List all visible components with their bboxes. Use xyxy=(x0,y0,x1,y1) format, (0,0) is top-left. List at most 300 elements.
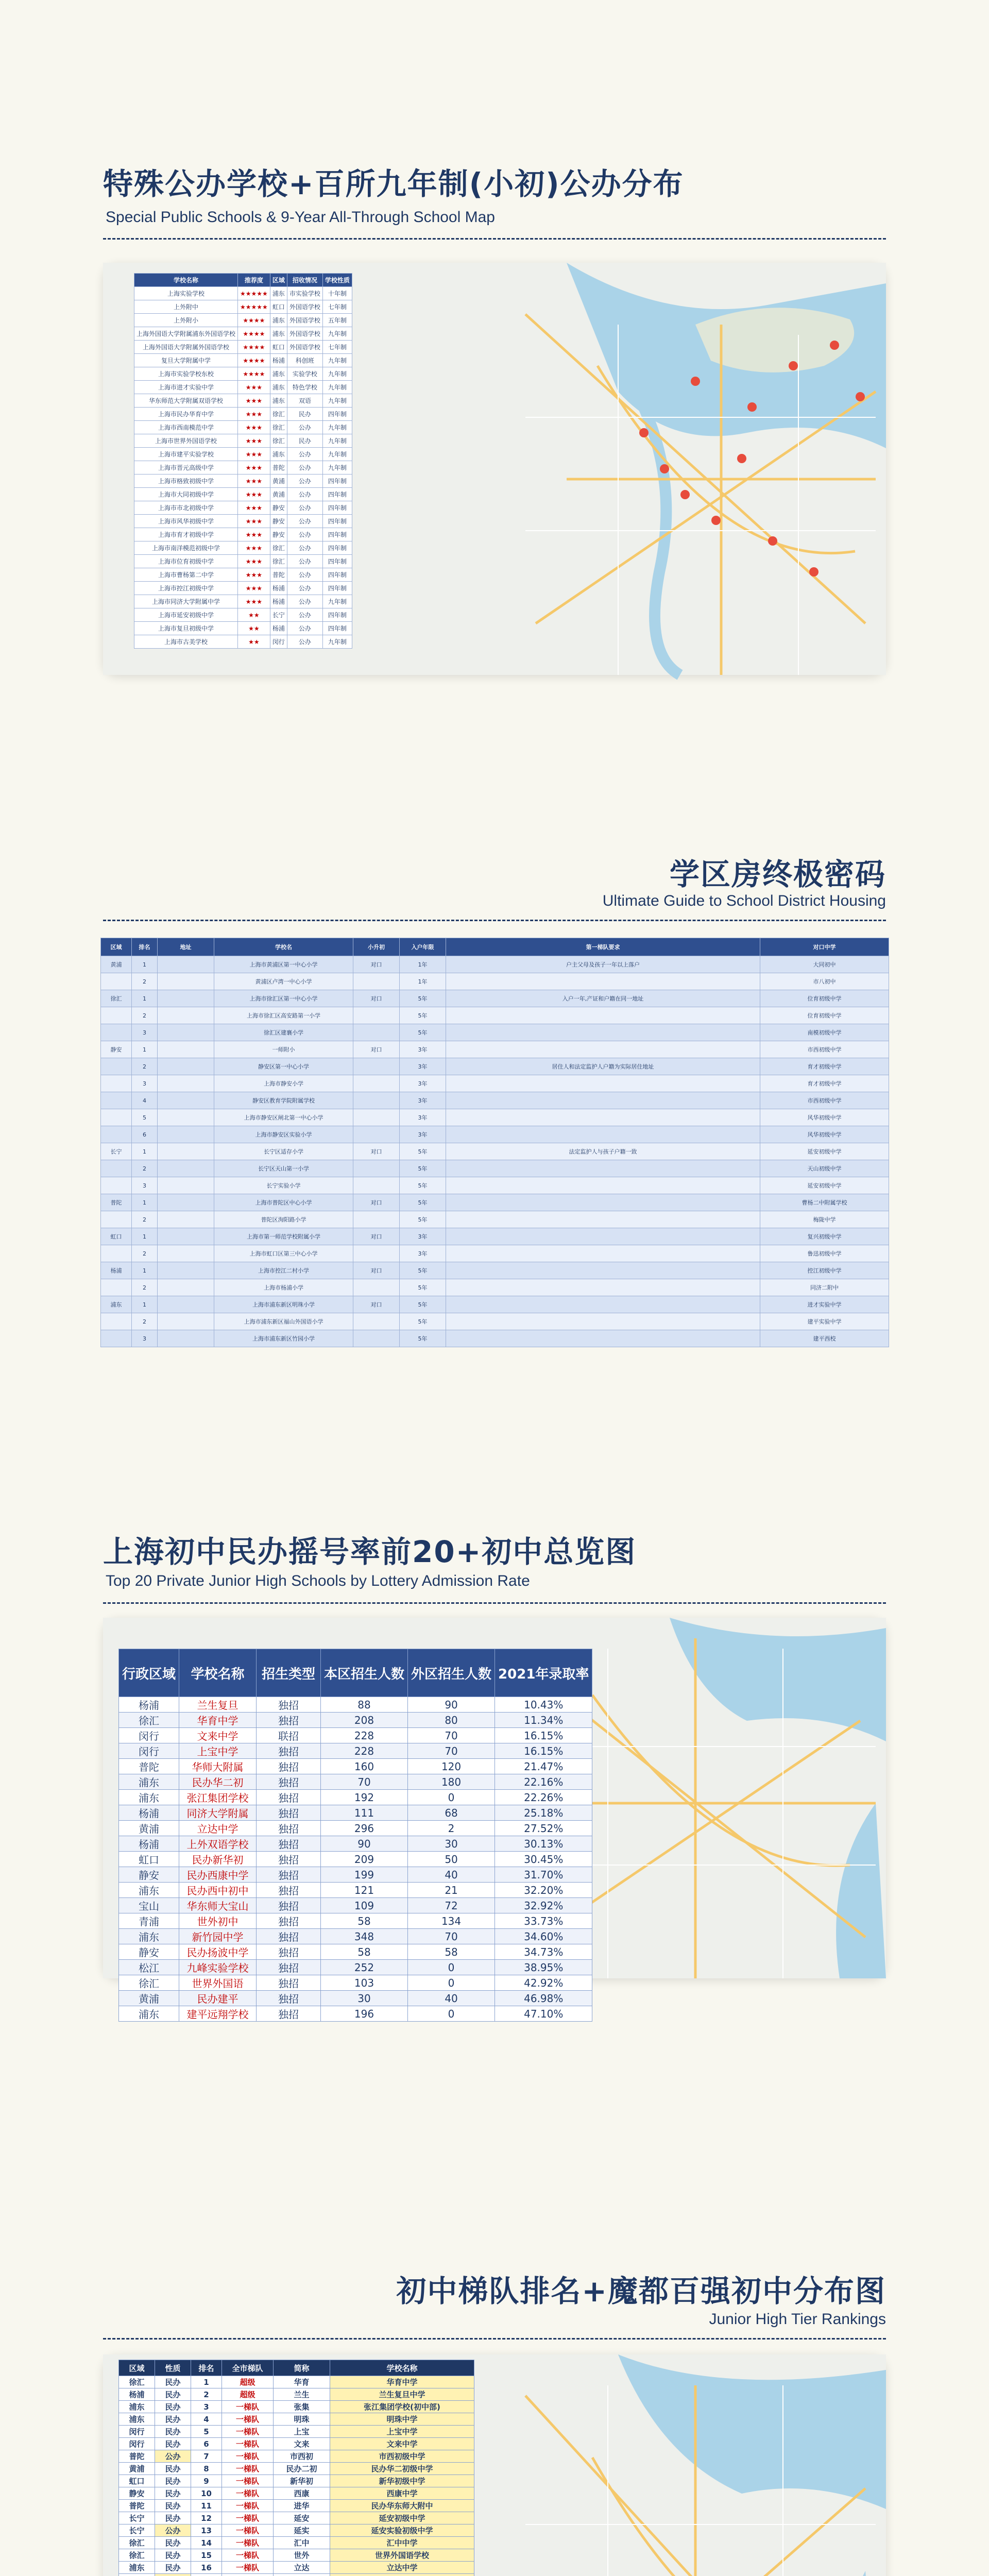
table-cell: 3年 xyxy=(400,1228,446,1245)
table-cell: 文来 xyxy=(274,2438,330,2450)
table-row xyxy=(119,2574,474,2576)
table-cell: ★★★★ xyxy=(238,354,270,367)
table-cell: 2 xyxy=(408,1821,495,1836)
table-cell: 5年 xyxy=(400,1262,446,1279)
table-cell xyxy=(158,1194,214,1211)
table-cell: 外国语学校 xyxy=(287,300,322,314)
table-cell: 5年 xyxy=(400,1177,446,1194)
table-cell: 杨浦 xyxy=(270,354,287,367)
table-cell: 上海市晋元高级中学 xyxy=(134,461,238,474)
table-cell xyxy=(353,1058,400,1075)
table-cell: 一梯队 xyxy=(222,2438,274,2450)
table-row xyxy=(134,448,352,461)
table-row xyxy=(101,1075,889,1092)
table-cell: 一梯队 xyxy=(222,2450,274,2463)
table-cell: 复兴初级中学 xyxy=(760,1228,889,1245)
table-cell: ★★★ xyxy=(238,448,270,461)
table-cell xyxy=(353,1313,400,1330)
table-cell: 独招 xyxy=(257,1929,321,1944)
table-cell: 延安初级中学 xyxy=(760,1143,889,1160)
table-cell: ★★ xyxy=(238,622,270,635)
table-cell: 复旦大学附属中学 xyxy=(134,354,238,367)
table-cell: 独招 xyxy=(257,1960,321,1975)
table-cell: 上海市徐汇区第一中心小学 xyxy=(214,990,353,1007)
column-header: 第一梯队要求 xyxy=(446,938,760,956)
table-cell: 民办 xyxy=(155,2512,191,2524)
table-cell: 特色学校 xyxy=(287,381,322,394)
table-cell: 5年 xyxy=(400,1160,446,1177)
table-cell: 世外初中 xyxy=(179,1913,257,1929)
lottery-map-card xyxy=(103,1618,886,2021)
table-row xyxy=(119,2376,474,2388)
table-row xyxy=(101,1143,889,1160)
table-cell: 134 xyxy=(408,1913,495,1929)
table-cell: 5 xyxy=(132,1109,158,1126)
table-cell: 独招 xyxy=(257,1944,321,1960)
table-cell xyxy=(101,1092,132,1109)
table-cell: 静安 xyxy=(270,515,287,528)
table-cell: 静安 xyxy=(270,501,287,515)
table-cell: 市西初 xyxy=(274,2450,330,2463)
table-cell xyxy=(158,1296,214,1313)
table-cell xyxy=(353,1109,400,1126)
table-cell xyxy=(101,1279,132,1296)
table-cell: 兰生复旦中学 xyxy=(330,2388,474,2401)
table-cell: 新华初级中学 xyxy=(330,2475,474,2487)
table-cell: 民办 xyxy=(155,2463,191,2475)
table-cell: 2 xyxy=(132,1160,158,1177)
table-cell xyxy=(353,1211,400,1228)
table-cell: ★★★★ xyxy=(238,314,270,327)
table-cell: 2 xyxy=(132,973,158,990)
table-cell: 68 xyxy=(408,1805,495,1821)
column-header: 行政区域 xyxy=(119,1649,179,1697)
table-cell: ★★★ xyxy=(238,541,270,555)
table-cell: 10.43% xyxy=(495,1697,592,1713)
table-cell: 1 xyxy=(132,1296,158,1313)
dashed-divider xyxy=(103,2338,886,2340)
table-row xyxy=(119,2512,474,2524)
table-cell: 上海市杨浦小学 xyxy=(214,1279,353,1296)
dashed-divider xyxy=(103,238,886,240)
table-cell xyxy=(101,1211,132,1228)
column-header: 地址 xyxy=(158,938,214,956)
table-row xyxy=(134,354,352,367)
table-cell: 延安初级中学 xyxy=(760,1177,889,1194)
table-cell: 上海市风华初级中学 xyxy=(134,515,238,528)
table-cell: 徐汇 xyxy=(270,421,287,434)
table-row xyxy=(101,1211,889,1228)
table-cell: 民办建平 xyxy=(179,1991,257,2006)
table-cell: 法定监护人与孩子户籍一致 xyxy=(446,1143,760,1160)
table-cell: 一梯队 xyxy=(222,2401,274,2413)
table-cell: 青浦 xyxy=(119,1913,179,1929)
table-cell: 16.15% xyxy=(495,1743,592,1759)
table-cell: 对口 xyxy=(353,1228,400,1245)
table-cell: 浦东 xyxy=(119,1774,179,1790)
table-cell: 联招 xyxy=(257,1728,321,1743)
table-cell: 公办 xyxy=(287,515,322,528)
table-cell: 九年制 xyxy=(322,448,352,461)
table-cell xyxy=(158,1279,214,1296)
table-cell xyxy=(101,1313,132,1330)
table-cell: 上海市徐汇区高安路第一小学 xyxy=(214,1007,353,1024)
table-cell: 上海市同济大学附属中学 xyxy=(134,595,238,608)
table-cell: 72 xyxy=(408,1898,495,1913)
table-cell: 实验学校 xyxy=(287,367,322,381)
table-cell: 上海市浦东新区福山外国语小学 xyxy=(214,1313,353,1330)
table-cell: 40 xyxy=(408,1867,495,1883)
table-cell xyxy=(158,1058,214,1075)
table-cell: 明珠 xyxy=(274,2413,330,2426)
table-cell: 上海市曹杨第二中学 xyxy=(134,568,238,582)
table-row xyxy=(134,515,352,528)
table-cell: 控江初级中学 xyxy=(760,1262,889,1279)
table-cell: 文来中学 xyxy=(330,2438,474,2450)
table-cell: 建平西校 xyxy=(760,1330,889,1347)
table-cell: 上外附小 xyxy=(134,314,238,327)
table-cell: 5年 xyxy=(400,1007,446,1024)
table-cell: 公办 xyxy=(287,555,322,568)
table-cell: 普陀 xyxy=(270,461,287,474)
table-cell: 浦东 xyxy=(270,381,287,394)
table-cell: 公办 xyxy=(287,622,322,635)
table-cell: 公办 xyxy=(287,582,322,595)
table-cell: 独招 xyxy=(257,1883,321,1898)
table-cell xyxy=(446,1007,760,1024)
table-cell xyxy=(158,1109,214,1126)
table-cell: 25.18% xyxy=(495,1805,592,1821)
table-cell: 196 xyxy=(321,2006,408,2022)
table-cell: 上海外国语大学附属浦东外国语学校 xyxy=(134,327,238,341)
table-cell: 3 xyxy=(132,1177,158,1194)
table-cell: 公办 xyxy=(155,2524,191,2537)
table-row xyxy=(119,2006,592,2022)
table-cell: 上海市大同初级中学 xyxy=(134,488,238,501)
table-cell: 58 xyxy=(408,1944,495,1960)
table-cell xyxy=(158,1024,214,1041)
table-row xyxy=(134,541,352,555)
table-cell: 九年制 xyxy=(322,421,352,434)
lottery-table-wrap xyxy=(118,1649,592,2022)
table-row xyxy=(119,1913,592,1929)
table-cell: 上海市进才实验中学 xyxy=(134,381,238,394)
table-cell: 独招 xyxy=(257,1913,321,1929)
table-cell: 5年 xyxy=(400,1211,446,1228)
table-cell xyxy=(446,1126,760,1143)
table-cell xyxy=(158,1313,214,1330)
table-row xyxy=(101,1330,889,1347)
column-header: 推荐度 xyxy=(238,274,270,287)
table-row xyxy=(119,1898,592,1913)
table-cell: 公办 xyxy=(155,2450,191,2463)
table-cell: 上海市普陀区中心小学 xyxy=(214,1194,353,1211)
table-cell: 5 xyxy=(191,2426,222,2438)
table-cell xyxy=(446,1194,760,1211)
table-row xyxy=(101,1058,889,1075)
table-cell xyxy=(353,1126,400,1143)
table-row xyxy=(119,2562,474,2574)
table-cell: 徐汇 xyxy=(270,434,287,448)
column-header: 招生类型 xyxy=(257,1649,321,1697)
table-cell: 11.34% xyxy=(495,1713,592,1728)
table-cell: 民办 xyxy=(155,2475,191,2487)
table-row xyxy=(101,990,889,1007)
section-tier-rankings xyxy=(0,2267,989,2576)
table-cell: 杨浦 xyxy=(270,622,287,635)
table-cell: ★★★ xyxy=(238,394,270,408)
table-cell: 九年制 xyxy=(322,434,352,448)
table-cell: 一梯队 xyxy=(222,2487,274,2500)
table-cell xyxy=(158,973,214,990)
table-cell: 32.92% xyxy=(495,1898,592,1913)
table-cell: 180 xyxy=(408,1774,495,1790)
table-cell: ★★★ xyxy=(238,408,270,421)
table-row xyxy=(134,474,352,488)
table-cell: 黄浦 xyxy=(119,1991,179,2006)
table-cell: 27.52% xyxy=(495,1821,592,1836)
table-cell: 42.92% xyxy=(495,1975,592,1991)
table-cell: 张江集团学校(初中部) xyxy=(330,2401,474,2413)
table-row xyxy=(119,1836,592,1852)
table-cell: 西康 xyxy=(274,2487,330,2500)
table-cell: 七年制 xyxy=(322,300,352,314)
table-cell: 静安 xyxy=(270,528,287,541)
table-cell: 民办 xyxy=(155,2388,191,2401)
table-cell: 一梯队 xyxy=(222,2426,274,2438)
column-header: 学校名 xyxy=(214,938,353,956)
table-cell: 30.13% xyxy=(495,1836,592,1852)
table-cell: 延安 xyxy=(274,2512,330,2524)
table-cell: 长宁 xyxy=(101,1143,132,1160)
table-cell: 348 xyxy=(321,1929,408,1944)
table-cell xyxy=(446,1160,760,1177)
table-cell: 9 xyxy=(191,2475,222,2487)
table-cell: 1 xyxy=(132,1228,158,1245)
table-cell: 民办 xyxy=(155,2562,191,2574)
table-row xyxy=(101,1296,889,1313)
table-cell: ★★★ xyxy=(238,474,270,488)
table-cell: 上海市市北初级中学 xyxy=(134,501,238,515)
dashed-divider xyxy=(103,1602,886,1604)
table-cell: 一师附小 xyxy=(214,1041,353,1058)
table-cell: 华育中学 xyxy=(330,2376,474,2388)
table-cell xyxy=(101,1245,132,1262)
table-row xyxy=(134,327,352,341)
table-cell: 静安 xyxy=(119,1944,179,1960)
table-cell: 公办 xyxy=(287,595,322,608)
table-cell: 252 xyxy=(321,1960,408,1975)
table-cell: 公办 xyxy=(287,568,322,582)
table-cell: 育才初级中学 xyxy=(760,1075,889,1092)
table-cell: 228 xyxy=(321,1743,408,1759)
table-row xyxy=(119,1867,592,1883)
table-row xyxy=(134,300,352,314)
table-cell: ★★★★★ xyxy=(238,300,270,314)
table-cell: 1 xyxy=(132,1194,158,1211)
section-title: 初中梯队排名+魔都百强初中分布图 xyxy=(396,2274,886,2309)
table-cell: 普陀 xyxy=(119,2450,155,2463)
table-cell: 上外附中 xyxy=(134,300,238,314)
table-cell xyxy=(274,2574,330,2576)
table-row xyxy=(134,381,352,394)
table-cell: 静安 xyxy=(119,1867,179,1883)
table-cell: 5年 xyxy=(400,1279,446,1296)
table-cell xyxy=(353,1075,400,1092)
table-cell: 上海市静安区闸北第一中心小学 xyxy=(214,1109,353,1126)
table-cell: 长宁 xyxy=(270,608,287,622)
table-cell: 十年制 xyxy=(322,287,352,300)
table-cell: 民办 xyxy=(155,2413,191,2426)
table-row xyxy=(119,1960,592,1975)
table-cell: 西康中学 xyxy=(330,2487,474,2500)
table-cell: 1 xyxy=(132,1041,158,1058)
table-cell: 立达中学 xyxy=(330,2562,474,2574)
column-header: 学校名称 xyxy=(179,1649,257,1697)
table-row xyxy=(119,1991,592,2006)
table-cell xyxy=(353,973,400,990)
table-cell: 杨浦 xyxy=(119,1836,179,1852)
tier-table-wrap xyxy=(118,2360,474,2576)
table-cell: 一梯队 xyxy=(222,2500,274,2512)
table-cell: 华东师大宝山 xyxy=(179,1898,257,1913)
school-table xyxy=(134,273,352,649)
table-cell xyxy=(353,1007,400,1024)
table-cell: ★★★★ xyxy=(238,367,270,381)
table-cell: 民办 xyxy=(155,2549,191,2562)
table-cell: 民办西康中学 xyxy=(179,1867,257,1883)
table-cell: 四年制 xyxy=(322,408,352,421)
table-cell: 市西初级中学 xyxy=(330,2450,474,2463)
table-cell: 14 xyxy=(191,2537,222,2549)
table-cell: 对口 xyxy=(353,990,400,1007)
table-cell: 3年 xyxy=(400,1245,446,1262)
column-header: 区域 xyxy=(101,938,132,956)
section-subtitle: Special Public Schools & 9-Year All-Through School Map xyxy=(106,209,495,226)
table-cell: 浦东 xyxy=(119,2006,179,2022)
table-cell: 31.70% xyxy=(495,1867,592,1883)
table-cell: 90 xyxy=(408,1697,495,1713)
column-header: 学校性质 xyxy=(322,274,352,287)
table-cell: 市西初级中学 xyxy=(760,1092,889,1109)
table-cell xyxy=(158,1245,214,1262)
table-cell: 四年制 xyxy=(322,528,352,541)
table-cell: 九年制 xyxy=(322,327,352,341)
table-cell: 3年 xyxy=(400,1058,446,1075)
table-cell: 对口 xyxy=(353,1262,400,1279)
table-cell: 1 xyxy=(132,1262,158,1279)
table-cell: 70 xyxy=(408,1743,495,1759)
table-cell: 22.16% xyxy=(495,1774,592,1790)
tier-table xyxy=(118,2360,474,2576)
table-cell: 九年制 xyxy=(322,635,352,649)
table-cell: 黄浦 xyxy=(101,956,132,973)
table-cell: 5年 xyxy=(400,1194,446,1211)
table-cell: 1年 xyxy=(400,973,446,990)
table-cell: 1 xyxy=(132,956,158,973)
table-cell xyxy=(101,1126,132,1143)
table-cell: 民办 xyxy=(155,2401,191,2413)
table-cell: 徐汇 xyxy=(101,990,132,1007)
column-header: 本区招生人数 xyxy=(321,1649,408,1697)
table-row xyxy=(119,1728,592,1743)
table-row xyxy=(119,2401,474,2413)
table-cell xyxy=(446,1075,760,1092)
table-cell xyxy=(101,1160,132,1177)
table-cell: 对口 xyxy=(353,1143,400,1160)
table-cell xyxy=(158,1211,214,1228)
table-cell: 上海市虹口区第三中心小学 xyxy=(214,1245,353,1262)
table-cell xyxy=(101,1075,132,1092)
table-row xyxy=(101,1262,889,1279)
table-cell: 一梯队 xyxy=(222,2524,274,2537)
table-cell: 松江 xyxy=(119,1960,179,1975)
table-cell: 九年制 xyxy=(322,394,352,408)
table-cell: 一梯队 xyxy=(222,2512,274,2524)
table-cell: 192 xyxy=(321,1790,408,1805)
table-cell: 育才初级中学 xyxy=(760,1058,889,1075)
lottery-table xyxy=(118,1649,592,2022)
table-cell: 5年 xyxy=(400,1296,446,1313)
table-cell: 公办 xyxy=(287,448,322,461)
table-cell xyxy=(158,1330,214,1347)
school-table-wrap xyxy=(134,273,352,649)
table-cell: 闵行 xyxy=(119,1728,179,1743)
table-cell: 209 xyxy=(321,1852,408,1867)
table-cell: 30 xyxy=(321,1991,408,2006)
table-cell xyxy=(158,956,214,973)
table-cell: 闵行 xyxy=(119,2438,155,2450)
table-cell: 上海市静安小学 xyxy=(214,1075,353,1092)
table-cell: ★★★ xyxy=(238,515,270,528)
table-cell: 4 xyxy=(132,1092,158,1109)
table-cell: 超级 xyxy=(222,2376,274,2388)
table-cell: 公办 xyxy=(287,421,322,434)
table-row xyxy=(101,1177,889,1194)
table-cell: 黄浦 xyxy=(119,1821,179,1836)
table-cell: 5年 xyxy=(400,990,446,1007)
table-cell xyxy=(353,1245,400,1262)
section-special-schools xyxy=(0,0,989,773)
table-cell xyxy=(353,1160,400,1177)
table-cell: 民办 xyxy=(155,2438,191,2450)
table-cell: 世界外国语 xyxy=(179,1975,257,1991)
table-cell: 独招 xyxy=(257,1821,321,1836)
table-cell: 上海实验学校 xyxy=(134,287,238,300)
table-cell: 160 xyxy=(321,1759,408,1774)
table-cell: 闵行 xyxy=(119,2426,155,2438)
table-cell: 徐汇 xyxy=(119,2549,155,2562)
table-cell: 一梯队 xyxy=(222,2475,274,2487)
table-cell: 浦东 xyxy=(270,287,287,300)
table-row xyxy=(101,1194,889,1211)
table-cell: 民办 xyxy=(155,2376,191,2388)
table-cell: 浦东 xyxy=(270,314,287,327)
table-row xyxy=(101,1092,889,1109)
table-cell: 民办华二初级中学 xyxy=(330,2463,474,2475)
section-subtitle: Top 20 Private Junior High Schools by Lottery Admission Rate xyxy=(106,1572,530,1589)
table-cell: 虹口 xyxy=(119,1852,179,1867)
table-cell: 58 xyxy=(321,1913,408,1929)
table-cell: 黄浦 xyxy=(119,2463,155,2475)
table-cell: 47.10% xyxy=(495,2006,592,2022)
table-cell: 上海市实验学校东校 xyxy=(134,367,238,381)
table-row xyxy=(134,582,352,595)
table-cell: 3 xyxy=(132,1024,158,1041)
column-header: 对口中学 xyxy=(760,938,889,956)
table-cell: 上海市浦东新区竹园小学 xyxy=(214,1330,353,1347)
table-cell: 独招 xyxy=(257,1805,321,1821)
